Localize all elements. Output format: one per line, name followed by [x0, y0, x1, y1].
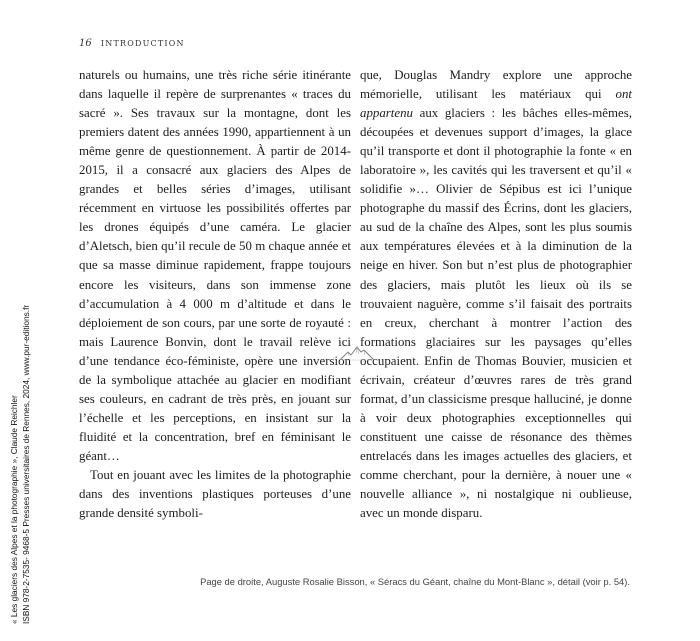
left-paragraph-1: naturels ou humains, une très riche série itinérante dans laquelle il repère de surprenantes « traces du sacré ». Ses travaux sur la montagne, dont les premiers datent des années 1990, appartiennent à un même genre de questionnement. À partir de 2014-2015, il a consacré aux glaciers des Alpes de grandes et belles séries d’images, utilisant récemment en virtuose les possibilités offertes par les drones équipés d’une caméra. Le glacier d’Aletsch, bien qu’il recule de 50 m chaque année et que sa masse diminue rapidement, frappe toujours encore les visiteurs, dans son immense zone d’accumulation à 4 000 m d’altitude et dans le déploiement de son cours, par une sorte de royauté : mais Laurence Bonvin, dont le travail relève ici d’une tendance éco-féministe, opère une inversion de la symbolique attachée au glacier en modifiant ses couleurs, en cadrant de très près, en jouant sur l’échelle et les perceptions, en insistant sur la fluidité et la concentration, bref en féminisant le géant… [79, 68, 351, 463]
right-text-start: que, Douglas Mandry explore une approche mémorielle, utilisant les matériaux qui [360, 68, 632, 102]
figure-caption: Page de droite, Auguste Rosalie Bisson, « Séracs du Géant, chaîne du Mont-Blanc », détail (voir p. 54). [200, 576, 630, 587]
section-title: INTRODUCTION [100, 39, 185, 48]
page-number: 16 [79, 38, 92, 49]
sidenote-isbn: ISBN 978-2-7535- 9468-5 Presses universitaires de Rennes, 2024, www.pur-editions.fr [21, 304, 31, 624]
italic-phrase: ont appartenu [360, 87, 632, 121]
running-header [79, 38, 185, 49]
mountain-range-icon [339, 343, 375, 363]
copyright-sidenote [8, 104, 34, 624]
right-paragraph [360, 66, 632, 523]
left-paragraph-2: Tout en jouant avec les limites de la photographie dans des inventions plastiques porteuses d’une grande densité symboli- [79, 467, 351, 521]
left-text-column [79, 66, 351, 523]
right-text-column [360, 66, 632, 523]
sidenote-title: « Les glaciers des Alpes et la photographie », Claude Reichler [9, 395, 19, 624]
right-text-end: aux glaciers : les bâches elles-mêmes, découpées et devenues support d’images, la glace qu’il transporte et dont il photographie la fonte « en laboratoire », les cavités qui les traversent et qu’il « solidifie »… Olivier de Sépibus est ici l’unique photographe du massif des Écrins, dont les glaciers, au sud de la chaîne des Alpes, sont les plus soumis aux températures élevées et à la diminution de la neige en hiver. Son but n’est plus de photographier des glaciers, mais plutôt les lieux où ils se trouvaient naguère, comme s’il faisait des portraits en creux, cherchant à montrer l’action des formations glaciaires sur les paysages qu’elles occupaient. Enfin de Thomas Bouvier, musicien et écrivain, créateur d’œuvres rares de très grand format, d’un classicisme presque halluciné, je donne à voir deux photographies exceptionnelles qui constituent une caisse de résonance des thèmes entrelacés dans les images actuelles des glaciers, et comme cherchant, pour la dernière, à nouer une « nouvelle alliance », ni nostalgique ni oublieuse, avec un monde disparu. [360, 106, 632, 521]
